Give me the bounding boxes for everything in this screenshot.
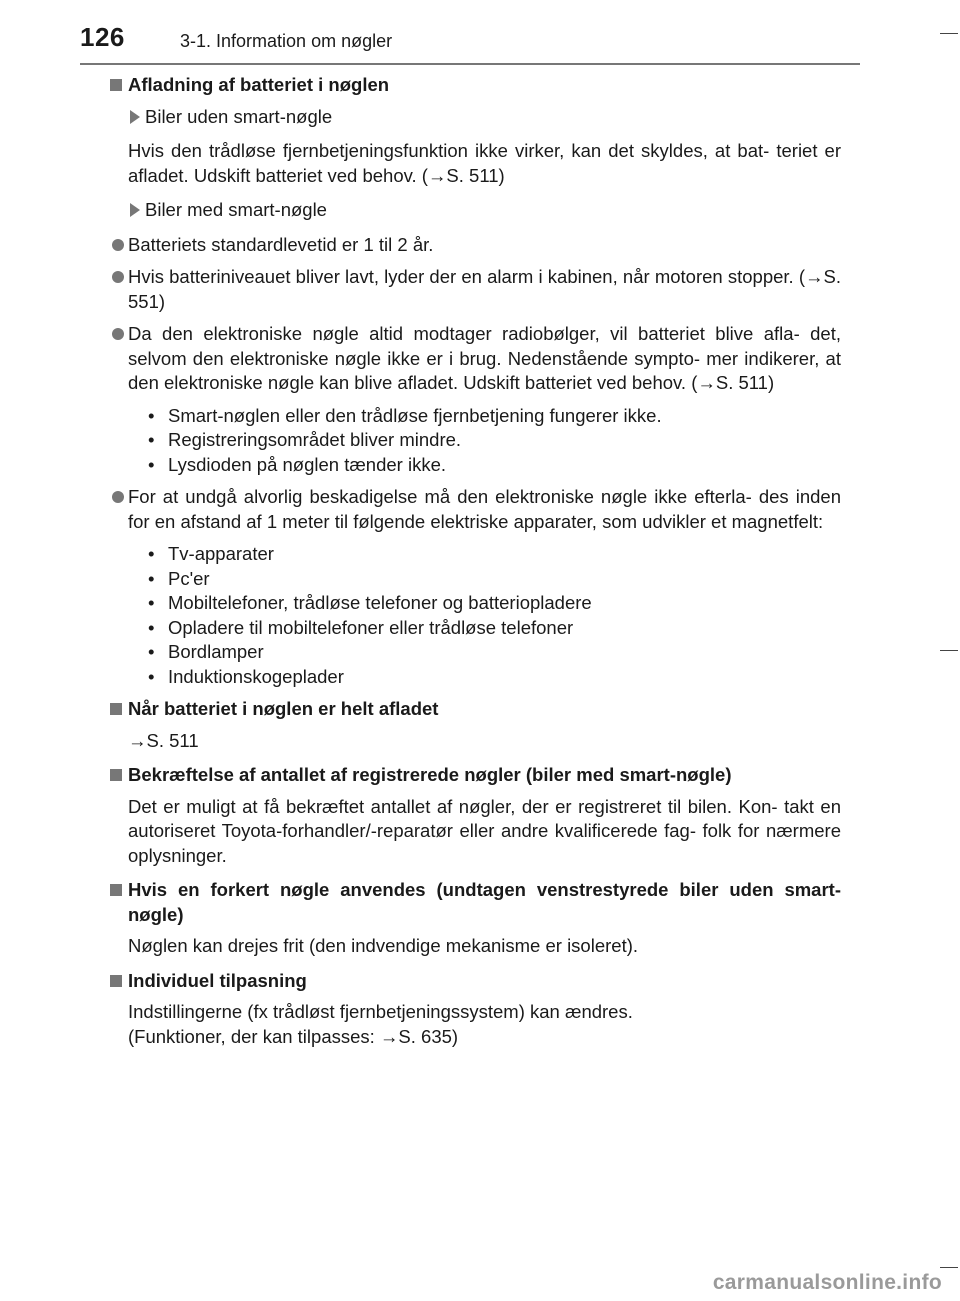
- circle-bullet-icon: [112, 491, 124, 503]
- page-content: [110, 73, 841, 1049]
- heading-registered-keys: [110, 763, 841, 788]
- list-item: • Pc'er: [146, 567, 841, 592]
- watermark-link[interactable]: carmanualsonline.info: [712, 1271, 942, 1294]
- subheading-text: Biler uden smart-nøgle: [145, 105, 333, 127]
- bullet-text: Hvis batteriniveauet bliver lavt, lyder der en alarm i kabinen, når motoren stopper. (→S. 551): [128, 266, 841, 312]
- heading-battery-dead: [110, 697, 841, 722]
- square-bullet-icon: [110, 79, 122, 91]
- customization-line-1: Indstillingerne (fx trådløst fjernbetjeningssystem) kan ændres.: [128, 1001, 633, 1022]
- paragraph-customization: [128, 1000, 841, 1049]
- device-list: [146, 542, 841, 689]
- crop-mark: [940, 650, 958, 651]
- header-rule: [80, 63, 860, 65]
- circle-bullet-icon: [112, 328, 124, 340]
- section-title: 3-1. Information om nøgler: [180, 31, 393, 51]
- bullet-item: [110, 322, 841, 396]
- list-item: • Mobiltelefoner, trådløse telefoner og batteriopladere: [146, 591, 841, 616]
- paragraph-page-ref: →S. 511: [128, 729, 199, 751]
- subheading-text: Biler med smart-nøgle: [145, 199, 327, 220]
- heading-text: Afladning af batteriet i nøglen: [128, 74, 390, 95]
- square-bullet-icon: [110, 884, 122, 896]
- heading-wrong-key: [110, 878, 841, 927]
- subheading-smart-key: [128, 198, 841, 223]
- heading-text: Hvis en forkert nøgle anvendes (undtagen venstrestyrede biler uden smart-nøgle): [128, 879, 841, 925]
- square-bullet-icon: [110, 769, 122, 781]
- heading-customization: [110, 969, 841, 994]
- heading-text: Individuel tilpasning: [128, 969, 307, 991]
- list-item: • Induktionskogeplader: [146, 665, 841, 690]
- list-item: • Tv-apparater: [146, 542, 841, 567]
- heading-battery-discharge: [110, 73, 841, 98]
- paragraph-no-smart-key: Hvis den trådløse fjernbetjeningsfunktion ikke virker, kan det skyldes, at bat- teriet er afladet. Udskift batteriet ved behov. (→S. 511): [128, 140, 841, 186]
- subheading-no-smart-key: [128, 105, 841, 130]
- list-item: • Opladere til mobiltelefoner eller trådløse telefoner: [146, 616, 841, 641]
- triangle-bullet-icon: [130, 203, 140, 217]
- page-number: 126: [80, 22, 125, 52]
- circle-bullet-icon: [112, 271, 124, 283]
- bullet-text: Batteriets standardlevetid er 1 til 2 år.: [128, 233, 434, 255]
- list-item: • Bordlamper: [146, 640, 841, 665]
- bullet-item: [110, 265, 841, 314]
- bullet-item: [110, 485, 841, 534]
- bullet-item: [110, 233, 841, 258]
- circle-bullet-icon: [112, 239, 124, 251]
- symptom-list: [146, 404, 841, 478]
- paragraph-wrong-key: Nøglen kan drejes frit (den indvendige mekanisme er isoleret).: [128, 935, 639, 956]
- bullet-text: Da den elektroniske nøgle altid modtager radiobølger, vil batteriet blive afla- det, selvom den elektroniske nøgle ikke er i brug. Nedenstående sympto- mer indikerer, at den elektroniske nøgle kan blive afladet. Udskift batteriet ved behov. (→S. 511): [128, 323, 841, 393]
- crop-mark: [940, 33, 958, 34]
- heading-text: Når batteriet i nøglen er helt afladet: [128, 698, 439, 719]
- customization-line-2: (Funktioner, der kan tilpasses: →S. 635): [128, 1025, 459, 1047]
- list-item: • Lysdioden på nøglen tænder ikke.: [146, 453, 841, 478]
- triangle-bullet-icon: [130, 110, 140, 124]
- square-bullet-icon: [110, 975, 122, 987]
- list-item: • Smart-nøglen eller den trådløse fjernbetjening fungerer ikke.: [146, 404, 841, 429]
- list-item: • Registreringsområdet bliver mindre.: [146, 428, 841, 453]
- heading-text: Bekræftelse af antallet af registrerede nøgler (biler med smart-nøgle): [128, 764, 732, 785]
- crop-mark: [940, 1267, 958, 1268]
- paragraph-registered-keys: Det er muligt at få bekræftet antallet af nøgler, der er registreret til bilen. Kon- takt en autoriseret Toyota-forhandler/-reparatør eller andre kvalificerede fag- folk for nærmere oplysninger.: [128, 795, 841, 866]
- bullet-text: For at undgå alvorlig beskadigelse må den elektroniske nøgle ikke efterla- des inden for en afstand af 1 meter til følgende elektriske apparater, som udvikler et magnetfelt:: [128, 486, 841, 532]
- square-bullet-icon: [110, 703, 122, 715]
